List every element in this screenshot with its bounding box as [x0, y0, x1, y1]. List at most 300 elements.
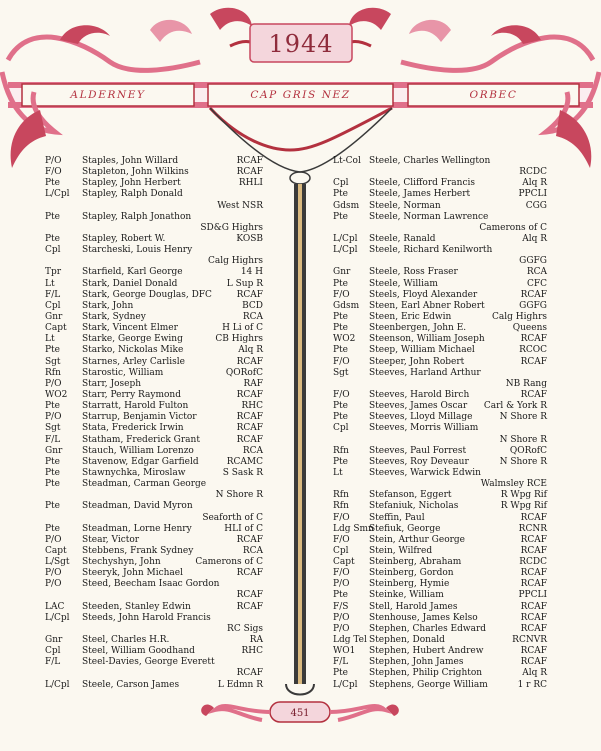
entry-name: Stephens, George William: [369, 679, 488, 690]
entry-rank: WO2: [45, 389, 68, 400]
roll-entry: [333, 156, 547, 167]
roll-entry: [45, 368, 263, 379]
entry-name: Stark, George Douglas, DFC: [82, 289, 212, 300]
entry-rank: Lt-Col: [333, 156, 361, 166]
entry-unit: L Sup R: [226, 278, 263, 289]
entry-rank: F/O: [333, 389, 350, 400]
roll-entry: [45, 401, 263, 412]
entry-unit: RCAF: [236, 289, 263, 300]
entry-rank: Ldg Tel: [333, 635, 367, 646]
year-heading: 1944: [268, 30, 334, 58]
entry-unit: RCAF: [520, 512, 547, 523]
entry-name: Stein, Arthur George: [369, 534, 466, 545]
entry-unit: RCAF: [236, 423, 263, 434]
entry-rank: L/Sgt: [45, 557, 70, 568]
entry-rank: Pte: [333, 456, 348, 467]
entry-rank: Cpl: [45, 300, 61, 311]
entry-rank: Cpl: [333, 423, 349, 434]
entry-name: Stark, Sydney: [82, 311, 146, 322]
entry-unit: Alq R: [522, 178, 547, 189]
entry-rank: Pte: [45, 523, 60, 534]
entry-unit: RCAF: [520, 568, 547, 579]
entry-unit: RHC: [241, 401, 263, 412]
entry-name: Staples, John Willard: [82, 156, 179, 166]
name-list-left: [45, 156, 263, 691]
roll-entry: [333, 557, 547, 568]
entry-unit: H Li of C: [222, 323, 263, 334]
roll-entry: [333, 245, 547, 256]
roll-entry: [333, 189, 547, 200]
entry-rank: Gnr: [45, 311, 63, 322]
entry-rank: P/O: [45, 412, 62, 423]
entry-rank: F/L: [45, 657, 61, 668]
entry-unit: RCAF: [520, 356, 547, 367]
entry-name: Steel-Davies, George Everett: [82, 657, 215, 668]
entry-unit: RCAF: [236, 156, 263, 166]
entry-rank: Pte: [333, 412, 348, 423]
entry-unit: NB Rang: [505, 378, 547, 389]
entry-rank: F/L: [45, 434, 61, 445]
entry-unit: RCNR: [518, 523, 547, 534]
entry-name: Stebbens, Frank Sydney: [82, 545, 194, 556]
entry-name: Starostic, William: [82, 367, 164, 378]
entry-unit: Carl & York R: [483, 401, 547, 412]
roll-entry: [45, 245, 263, 256]
entry-unit: RHC: [241, 646, 263, 657]
roll-entry: [333, 624, 547, 635]
entry-name: Stark, Daniel Donald: [82, 278, 178, 289]
entry-name: Stapleton, John Wilkins: [82, 167, 189, 178]
entry-unit: RCAF: [520, 579, 547, 590]
roll-entry: [333, 524, 547, 535]
entry-rank: Pte: [333, 401, 348, 412]
entry-name: Stapley, Ralph Jonathon: [82, 211, 192, 222]
roll-entry: [333, 368, 547, 379]
entry-rank: P/O: [333, 623, 350, 634]
roll-entry: [333, 345, 547, 356]
entry-name: Steadman, Carman George: [82, 479, 207, 490]
entry-name: Steeves, Paul Forrest: [369, 445, 467, 456]
entry-rank: F/O: [333, 512, 350, 523]
entry-rank: Pte: [45, 211, 60, 222]
roll-entry: [333, 602, 547, 613]
entry-name: Stephen, Philip Crighton: [369, 668, 483, 679]
entry-name: Stefanson, Eggert: [369, 490, 452, 501]
entry-unit: RCAF: [236, 434, 263, 445]
entry-name: Steinke, William: [369, 590, 444, 601]
roll-entry: [45, 412, 263, 423]
entry-name: Steadman, David Myron: [82, 501, 193, 512]
entry-rank: Sgt: [45, 356, 61, 367]
entry-rank: F/O: [333, 356, 350, 367]
entry-name: Starfield, Karl George: [82, 267, 183, 278]
entry-name: Stephen, Hubert Andrew: [369, 646, 484, 657]
roll-entry: [45, 457, 263, 468]
entry-rank: Pte: [333, 668, 348, 679]
roll-entry: [45, 501, 263, 512]
roll-entry: [333, 435, 547, 446]
entry-name: Steenbergen, John E.: [369, 323, 467, 334]
entry-rank: Capt: [45, 323, 67, 334]
entry-rank: Cpl: [45, 245, 61, 256]
roll-entry: [45, 357, 263, 368]
entry-name: Steele, Richard Kenilworth: [369, 245, 493, 256]
roll-entry: [333, 501, 547, 512]
roll-entry: [333, 279, 547, 290]
roll-entry: [333, 579, 547, 590]
entry-unit: Alq R: [522, 233, 547, 244]
entry-rank: Gdsm: [333, 300, 360, 311]
entry-name: Steel, William Goodhand: [82, 646, 195, 657]
roll-entry: [333, 301, 547, 312]
entry-unit: RCAF: [520, 646, 547, 657]
entry-rank: F/L: [333, 657, 349, 668]
roll-entry: [333, 223, 547, 234]
roll-entry: [45, 167, 263, 178]
roll-entry: [333, 680, 547, 691]
entry-rank: Capt: [45, 545, 67, 556]
roll-entry: [45, 479, 263, 490]
entry-name: Starratt, Harold Fulton: [82, 401, 189, 412]
entry-rank: Lt: [333, 467, 343, 478]
entry-rank: Gnr: [333, 267, 351, 278]
roll-entry: [333, 334, 547, 345]
roll-entry: [333, 357, 547, 368]
entry-rank: Pte: [333, 278, 348, 289]
entry-unit: CFC: [526, 278, 547, 289]
entry-name: Steeves, Lloyd Millage: [369, 412, 473, 423]
roll-entry: [45, 535, 263, 546]
roll-entry: [333, 401, 547, 412]
entry-unit: West NSR: [217, 200, 263, 211]
entry-unit: QORofC: [509, 445, 547, 456]
roll-entry: [333, 167, 547, 178]
entry-rank: P/O: [45, 568, 62, 579]
entry-name: Steinberg, Hymie: [369, 579, 450, 590]
roll-entry: [333, 423, 547, 434]
entry-rank: Pte: [45, 479, 60, 490]
entry-rank: Lt: [45, 278, 55, 289]
entry-name: Steeves, Morris William: [369, 423, 479, 434]
roll-entry: [333, 178, 547, 189]
roll-entry: [45, 435, 263, 446]
entry-unit: RCAF: [236, 356, 263, 367]
roll-entry: [45, 657, 263, 668]
roll-entry: [45, 668, 263, 679]
entry-name: Steadman, Lorne Henry: [82, 523, 192, 534]
entry-name: Stauch, William Lorenzo: [82, 445, 194, 456]
roll-entry: [45, 334, 263, 345]
entry-name: Steeden, Stanley Edwin: [82, 601, 191, 612]
entry-name: Starko, Nickolas Mike: [82, 345, 184, 356]
entry-unit: N Shore R: [499, 434, 547, 445]
roll-entry: [45, 568, 263, 579]
entry-rank: F/O: [333, 289, 350, 300]
roll-entry: [333, 668, 547, 679]
roll-entry: [45, 379, 263, 390]
entry-unit: RCAF: [236, 389, 263, 400]
entry-unit: KOSB: [236, 233, 263, 244]
entry-unit: RCAF: [520, 657, 547, 668]
entry-name: Steffin, Paul: [369, 512, 425, 523]
entry-rank: P/O: [333, 579, 350, 590]
entry-unit: L Edmn R: [217, 679, 263, 690]
entry-unit: RCA: [526, 267, 547, 278]
entry-name: Steele, Norman Lawrence: [369, 211, 489, 222]
entry-unit: RCDC: [519, 167, 547, 178]
entry-name: Starnes, Arley Carlisle: [82, 356, 185, 367]
entry-rank: P/O: [45, 579, 62, 590]
roll-entry: [333, 323, 547, 334]
entry-unit: Calg Highrs: [208, 256, 263, 267]
entry-rank: Rfn: [333, 501, 349, 512]
entry-unit: RCAF: [236, 668, 263, 679]
name-list-right: [333, 156, 547, 691]
entry-name: Steele, Charles Wellington: [369, 156, 491, 166]
roll-entry: [45, 279, 263, 290]
entry-unit: Walmsley RCE: [480, 479, 547, 490]
entry-rank: Capt: [333, 557, 355, 568]
entry-unit: RCAF: [520, 623, 547, 634]
entry-rank: L/Cpl: [333, 679, 358, 690]
entry-unit: RCNVR: [512, 635, 547, 646]
roll-entry: [333, 446, 547, 457]
entry-rank: Pte: [45, 467, 60, 478]
roll-entry: [45, 579, 263, 590]
entry-unit: RCAF: [520, 289, 547, 300]
entry-name: Stefaniuk, Nicholas: [369, 501, 459, 512]
entry-name: Starcheski, Louis Henry: [82, 245, 193, 256]
roll-entry: [45, 613, 263, 624]
entry-unit: RCAF: [236, 412, 263, 423]
entry-name: Steen, Eric Edwin: [369, 311, 452, 322]
entry-name: Steel, Charles H.R.: [82, 635, 170, 646]
roll-entry: [45, 178, 263, 189]
entry-name: Stapley, Robert W.: [82, 233, 166, 244]
entry-name: Stark, Vincent Elmer: [82, 323, 178, 334]
entry-rank: Pte: [45, 178, 60, 189]
entry-name: Stefiuk, George: [369, 523, 441, 534]
entry-rank: F/S: [333, 601, 349, 612]
roll-entry: [45, 423, 263, 434]
roll-entry: [45, 290, 263, 301]
entry-rank: Cpl: [45, 646, 61, 657]
entry-rank: Pte: [333, 311, 348, 322]
entry-unit: RC Sigs: [227, 623, 263, 634]
entry-unit: R Wpg Rif: [500, 501, 547, 512]
roll-entry: [45, 513, 263, 524]
entry-rank: L/Cpl: [45, 189, 70, 200]
entry-unit: RCOC: [519, 345, 547, 356]
entry-rank: Pte: [45, 345, 60, 356]
roll-entry: [333, 613, 547, 624]
roll-entry: [333, 201, 547, 212]
entry-name: Steele, William: [369, 278, 438, 289]
entry-unit: SD&G Highrs: [200, 222, 263, 233]
roll-entry: [333, 535, 547, 546]
roll-entry: [333, 212, 547, 223]
entry-name: Steeper, John Robert: [369, 356, 465, 367]
entry-unit: RCAF: [520, 612, 547, 623]
banner-alderney: ALDERNEY: [70, 89, 146, 101]
roll-entry: [45, 323, 263, 334]
roll-entry: [333, 657, 547, 668]
roll-entry: [333, 390, 547, 401]
entry-rank: L/Cpl: [45, 679, 70, 690]
roll-entry: [45, 267, 263, 278]
entry-unit: N Shore R: [499, 456, 547, 467]
entry-name: Stavenow, Edgar Garfield: [82, 456, 199, 467]
entry-unit: RCAF: [236, 534, 263, 545]
entry-rank: Pte: [45, 456, 60, 467]
entry-rank: Rfn: [45, 367, 61, 378]
entry-name: Stapley, John Herbert: [82, 178, 181, 189]
entry-unit: RAF: [243, 378, 263, 389]
entry-rank: Gdsm: [333, 200, 360, 211]
entry-unit: N Shore R: [215, 490, 263, 501]
roll-entry: [333, 490, 547, 501]
roll-entry: [45, 345, 263, 356]
entry-unit: GGFG: [519, 256, 547, 267]
roll-entry: [45, 223, 263, 234]
roll-entry: [45, 468, 263, 479]
roll-entry: [45, 312, 263, 323]
entry-name: Steed, Beecham Isaac Gordon: [82, 579, 220, 590]
entry-unit: CB Highrs: [215, 334, 263, 345]
roll-entry: [333, 513, 547, 524]
entry-rank: P/O: [45, 378, 62, 389]
roll-entry: [45, 590, 263, 601]
roll-entry: [333, 457, 547, 468]
roll-entry: [333, 412, 547, 423]
entry-rank: Rfn: [333, 445, 349, 456]
roll-entry: [333, 546, 547, 557]
entry-name: Stell, Harold James: [369, 601, 458, 612]
roll-entry: [45, 256, 263, 267]
entry-rank: Cpl: [333, 178, 349, 189]
entry-name: Steele, Ross Fraser: [369, 267, 458, 278]
entry-unit: RCA: [242, 311, 263, 322]
entry-unit: N Shore R: [499, 412, 547, 423]
entry-rank: Pte: [333, 211, 348, 222]
entry-unit: QORofC: [225, 367, 263, 378]
entry-rank: F/O: [333, 568, 350, 579]
entry-rank: Cpl: [333, 545, 349, 556]
entry-name: Stark, John: [82, 300, 134, 311]
entry-name: Stephen, Charles Edward: [369, 623, 487, 634]
entry-name: Stapley, Ralph Donald: [82, 189, 183, 200]
entry-name: Steele, Carson James: [82, 679, 180, 690]
entry-unit: Queens: [512, 323, 547, 334]
roll-entry: [333, 234, 547, 245]
roll-entry: [45, 212, 263, 223]
entry-rank: Gnr: [45, 635, 63, 646]
entry-rank: Lt: [45, 334, 55, 345]
entry-rank: WO2: [333, 334, 356, 345]
scroll-ornament-top-left: [8, 8, 262, 71]
entry-unit: S Sask R: [222, 467, 263, 478]
entry-name: Stechyshyn, John: [82, 557, 161, 568]
entry-unit: RCAF: [236, 601, 263, 612]
entry-rank: L/Cpl: [333, 233, 358, 244]
entry-unit: CGG: [525, 200, 547, 211]
entry-name: Stephen, John James: [369, 657, 464, 668]
roll-entry: [333, 267, 547, 278]
entry-name: Steen, Earl Abner Robert: [369, 300, 485, 311]
entry-unit: PPCLI: [518, 590, 547, 601]
roll-entry: [45, 546, 263, 557]
entry-unit: RCAF: [520, 545, 547, 556]
entry-unit: RCAF: [520, 334, 547, 345]
entry-name: Stein, Wilfred: [369, 545, 433, 556]
entry-name: Starr, Joseph: [82, 378, 142, 389]
entry-rank: Pte: [333, 345, 348, 356]
roll-entry: [333, 256, 547, 267]
entry-rank: L/Cpl: [45, 612, 70, 623]
entry-rank: Pte: [45, 401, 60, 412]
entry-name: Steele, Ranald: [369, 233, 436, 244]
scroll-ornament-top-right: [339, 8, 593, 71]
entry-unit: 1 r RC: [517, 679, 547, 690]
roll-entry: [333, 468, 547, 479]
roll-entry: [45, 524, 263, 535]
entry-rank: Tpr: [45, 267, 62, 278]
roll-entry: [45, 156, 263, 167]
entry-unit: 14 H: [240, 267, 263, 278]
entry-name: Starrup, Benjamin Victor: [82, 412, 197, 423]
entry-rank: WO1: [333, 646, 356, 657]
entry-unit: RCAF: [236, 568, 263, 579]
roll-entry: [45, 189, 263, 200]
roll-entry: [45, 490, 263, 501]
entry-name: Stephen, Donald: [369, 635, 445, 646]
entry-name: Stata, Frederick Irwin: [82, 423, 184, 434]
entry-unit: RCAF: [236, 590, 263, 601]
entry-name: Steeves, Roy Deveaur: [369, 456, 469, 467]
entry-name: Statham, Frederick Grant: [82, 434, 200, 445]
entry-name: Steels, Floyd Alexander: [369, 289, 478, 300]
entry-name: Steinberg, Abraham: [369, 557, 462, 568]
entry-rank: L/Cpl: [333, 245, 358, 256]
entry-rank: Sgt: [333, 367, 349, 378]
roll-entry: [45, 624, 263, 635]
entry-rank: Sgt: [45, 423, 61, 434]
entry-name: Stawnychka, Miroslaw: [82, 467, 186, 478]
entry-name: Steeves, Harold Birch: [369, 389, 470, 400]
entry-unit: RCA: [242, 445, 263, 456]
entry-name: Steele, Clifford Francis: [369, 178, 475, 189]
roll-entry: [333, 635, 547, 646]
entry-name: Steenson, William Joseph: [369, 334, 485, 345]
entry-unit: Seaforth of C: [202, 512, 263, 523]
entry-name: Starke, George Ewing: [82, 334, 183, 345]
roll-entry: [45, 602, 263, 613]
entry-unit: RCAF: [520, 601, 547, 612]
banner-orbec: ORBEC: [469, 89, 518, 101]
roll-entry: [45, 301, 263, 312]
entry-unit: Alq R: [522, 668, 547, 679]
entry-unit: Camerons of C: [195, 557, 263, 568]
entry-rank: Rfn: [333, 490, 349, 501]
entry-unit: Calg Highrs: [492, 311, 547, 322]
entry-rank: Ldg Smn: [333, 523, 374, 534]
entry-name: Steele, James Herbert: [369, 189, 471, 200]
entry-unit: RCAF: [520, 389, 547, 400]
entry-rank: Pte: [45, 233, 60, 244]
entry-unit: PPCLI: [518, 189, 547, 200]
entry-unit: RHLI: [238, 178, 263, 189]
entry-name: Steep, William Michael: [369, 345, 475, 356]
